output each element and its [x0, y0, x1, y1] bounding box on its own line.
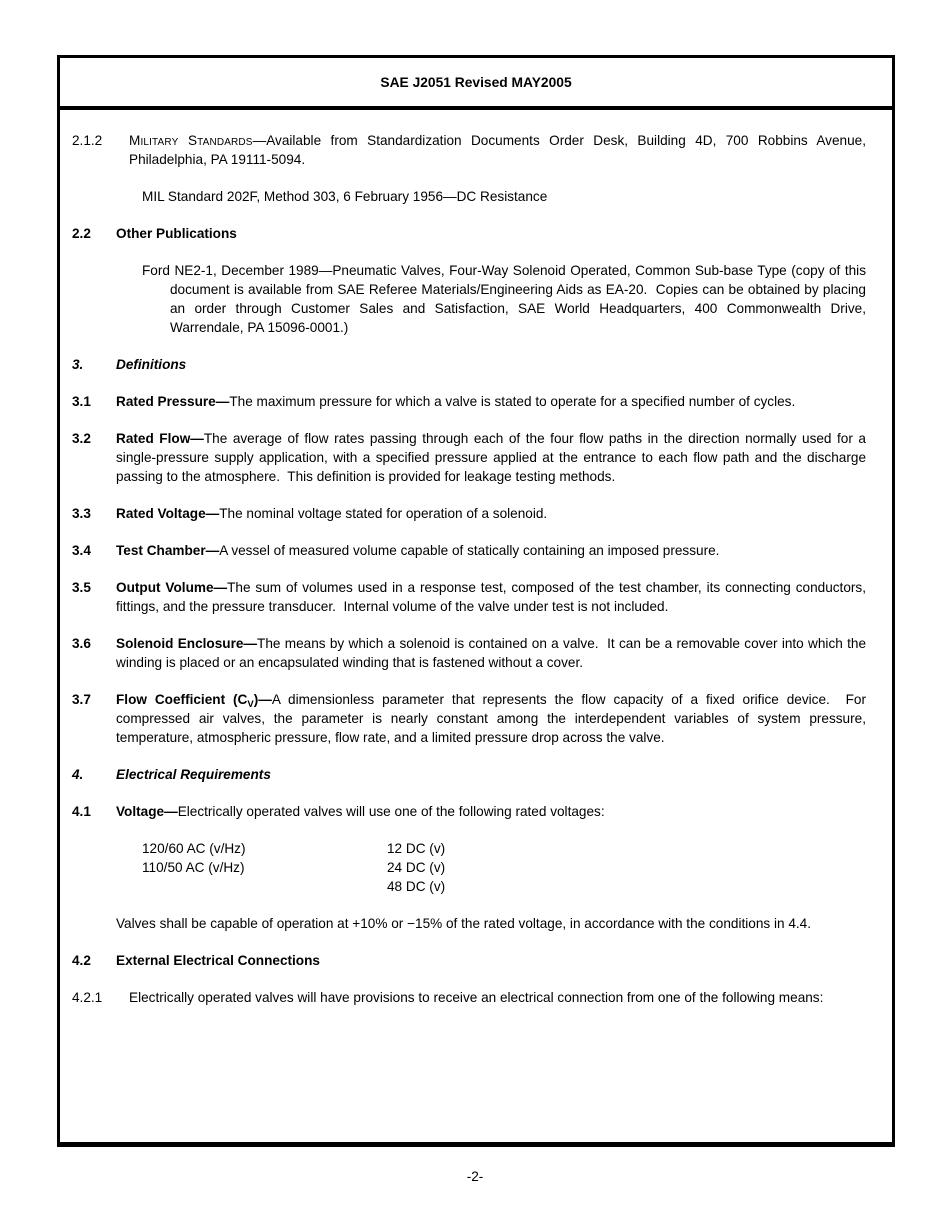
- section-text: [129, 131, 870, 169]
- section-4-2-1: [72, 988, 866, 1007]
- section-number: 4.1: [72, 804, 91, 819]
- section-lead: Output Volume—: [116, 580, 228, 595]
- section-title: External Electrical Connections: [116, 953, 320, 968]
- section-text: [116, 429, 870, 486]
- section-number: 3.1: [72, 394, 91, 409]
- page-footer: [0, 1167, 950, 1186]
- page-border-frame: [57, 55, 895, 1147]
- section-number: 4.2: [72, 953, 91, 968]
- section-number: 2.1.2: [72, 133, 103, 148]
- dc-voltage-item: 24 DC (v): [387, 860, 446, 875]
- section-number: 3.3: [72, 506, 91, 521]
- section-lead: Voltage—: [116, 804, 178, 819]
- section-number: 4.: [72, 767, 84, 782]
- document-header-title: SAE J2051 Revised MAY2005: [380, 74, 572, 90]
- document-body: [60, 110, 892, 1007]
- section-lead-smallcaps: Military Standards: [129, 133, 253, 148]
- section-2-1-2: [72, 131, 870, 169]
- section-number: 3.7: [72, 692, 91, 707]
- section-body-text: The nominal voltage stated for operation of a solenoid.: [219, 506, 548, 521]
- section-title: Definitions: [116, 357, 187, 372]
- section-body-text: The maximum pressure for which a valve is stated to operate for a specified number of cycles.: [229, 394, 796, 409]
- ac-voltage-item: 120/60 AC (v/Hz): [142, 841, 246, 856]
- section-number: 3.4: [72, 543, 91, 558]
- section-4-heading: [72, 765, 866, 784]
- document-header: [60, 58, 892, 110]
- section-text: [116, 690, 870, 747]
- section-body-text: The sum of volumes used in a response test, composed of the test chamber, its connecting conductors, fittings, and the pressure transducer. Internal volume of the valve under test is not included.: [116, 580, 870, 614]
- section-3-3: [72, 504, 866, 523]
- ac-voltage-item: 110/50 AC (v/Hz): [142, 860, 245, 875]
- dc-voltage-column: [387, 839, 445, 896]
- section-number: 3.2: [72, 431, 91, 446]
- section-3-6: [72, 634, 870, 672]
- section-lead: Rated Flow—: [116, 431, 204, 446]
- section-2-2-heading: [72, 224, 866, 243]
- footer-page-number: -2-: [466, 1169, 484, 1184]
- section-body-text: A vessel of measured volume capable of statically containing an imposed pressure.: [219, 543, 720, 558]
- section-lead: Rated Voltage—: [116, 506, 220, 521]
- section-3-4: [72, 541, 866, 560]
- section-body-text: Electrically operated valves will have provisions to receive an electrical connection from one of the following means:: [129, 990, 824, 1005]
- section-3-2: [72, 429, 870, 486]
- section-lead: Test Chamber—: [116, 543, 220, 558]
- dc-voltage-item: 48 DC (v): [387, 879, 446, 894]
- section-lead: Solenoid Enclosure—: [116, 636, 258, 651]
- reference-ford-publication: Ford NE2-1, December 1989—Pneumatic Valves, Four-Way Solenoid Operated, Common Sub-base Type (copy of this document is available from SAE Referee Materials/Engineering Aids as EA-20. Copies can be obtained by placing an order through Customer Sales and Satisfaction, SAE World Headquarters, 400 Commonwealth Drive, Warrendale, PA 15096-0001.): [142, 263, 870, 335]
- section-number: 3.5: [72, 580, 91, 595]
- section-3-7: [72, 690, 870, 747]
- section-3-5: [72, 578, 870, 616]
- section-number: 2.2: [72, 226, 91, 241]
- section-text: [116, 392, 866, 411]
- section-body-text: Electrically operated valves will use one of the following rated voltages:: [177, 804, 605, 819]
- section-3-heading: [72, 355, 866, 374]
- section-text: [116, 802, 866, 821]
- section-number: 3.6: [72, 636, 91, 651]
- section-lead-close: )—: [253, 692, 272, 707]
- section-lead: Flow Coefficient (C: [116, 692, 248, 707]
- section-text: [116, 578, 870, 616]
- voltage-tolerance-note: Valves shall be capable of operation at +10% or −15% of the rated voltage, in accordance with the conditions in 4.4.: [116, 916, 811, 931]
- section-number: 4.2.1: [72, 990, 103, 1005]
- section-text: [116, 504, 866, 523]
- section-text: [116, 634, 870, 672]
- section-body-text: A dimensionless parameter that represents the flow capacity of a fixed orifice device. For compressed air valves, the parameter is nearly constant among the interdependent variables of system pressure, temperature, atmospheric pressure, flow rate, and a limited pressure drop across the valve.: [116, 692, 870, 745]
- section-title: Other Publications: [116, 226, 237, 241]
- section-number: 3.: [72, 357, 84, 372]
- section-title: Electrical Requirements: [116, 767, 271, 782]
- dc-voltage-item: 12 DC (v): [387, 841, 446, 856]
- section-text: [129, 988, 866, 1007]
- section-body-text: The average of flow rates passing through each of the four flow paths in the direction normally used for a single-pressure supply application, with a specified pressure applied at the entrance to each flow path and the discharge passing to the atmosphere. This definition is provided for leakage testing methods.: [116, 431, 870, 484]
- section-3-1: [72, 392, 866, 411]
- ac-voltage-column: [142, 839, 387, 896]
- section-lead: Rated Pressure—: [116, 394, 230, 409]
- rated-voltage-table: [142, 839, 866, 896]
- section-body-text: The means by which a solenoid is contained on a valve. It can be a removable cover into which the winding is placed or an encapsulated winding that is fastened without a cover.: [116, 636, 870, 670]
- reference-mil-standard: MIL Standard 202F, Method 303, 6 February 1956—DC Resistance: [142, 189, 548, 204]
- flow-coefficient-subscript: V: [247, 699, 254, 710]
- section-4-2-heading: [72, 951, 866, 970]
- section-body-text: —Available from Standardization Documents Order Desk, Building 4D, 700 Robbins Avenue, Philadelphia, PA 19111-5094.: [129, 133, 870, 167]
- section-4-1: [72, 802, 866, 821]
- section-text: [116, 541, 866, 560]
